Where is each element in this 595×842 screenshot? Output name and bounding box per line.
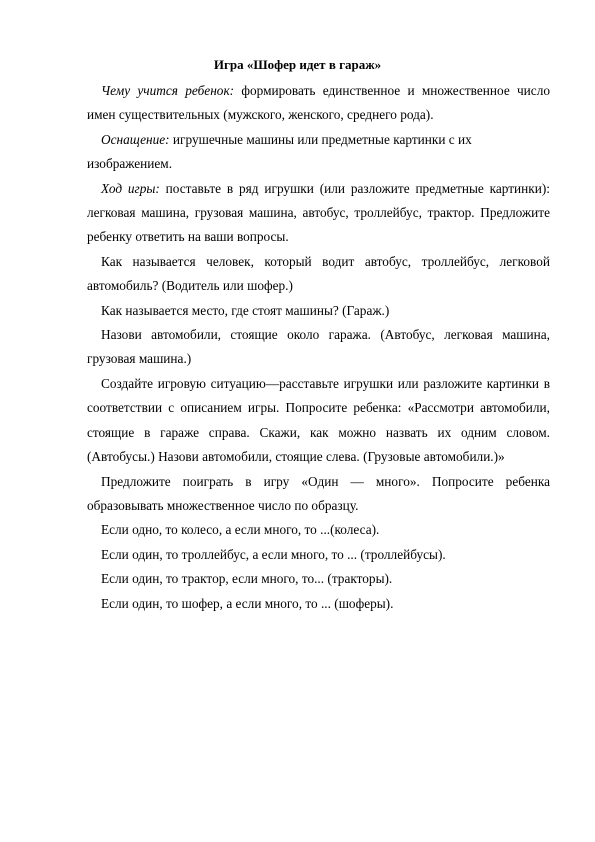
paragraph-name-cars: Назови автомобили, стоящие около гаража. (Автобус, легковая машина, грузовая машина.) bbox=[87, 327, 550, 367]
page-title: Игра «Шофер идет в гараж» bbox=[213, 57, 382, 72]
paragraph-example-wheel: Если одно, то колесо, а если много, то ...(колеса). bbox=[101, 522, 380, 538]
paragraph-label: Чему учится ребенок: bbox=[101, 83, 235, 98]
paragraph-question-garage: Как называется место, где стоят машины? (Гараж.) bbox=[101, 302, 390, 318]
paragraph-example-driver: Если один, то шофер, а если много, то ... (шоферы). bbox=[101, 595, 394, 611]
document-body bbox=[87, 79, 550, 616]
paragraph-equipment bbox=[87, 128, 550, 177]
paragraph-question-driver: Как называется человек, который водит автобус, троллейбус, легковой автомобиль? (Водитель или шофер.) bbox=[87, 253, 550, 294]
paragraph-text: игрушечные машины или предметные картинки с их изображением. bbox=[87, 131, 472, 172]
paragraph-example-tractor: Если один, то трактор, если много, то... (тракторы). bbox=[101, 571, 393, 587]
paragraph-learning-goal bbox=[87, 79, 550, 128]
paragraph-game-situation: Создайте игровую ситуацию—расставьте игрушки или разложите картинки в соответствии с описанием игры. Попросите ребенка: «Рассмотри автомобили, стоящие в гараже справа. Скажи, как можно назвать их одним словом. (Автобусы.) Назови автомобили, стоящие слева. (Грузовые автомобили.)» bbox=[87, 375, 550, 465]
paragraph-game-procedure bbox=[87, 177, 550, 250]
paragraph-one-many-game: Предложите поиграть в игру «Один — много». Попросите ребенка образовывать множественное число по образцу. bbox=[87, 473, 550, 513]
paragraph-text: поставьте в ряд игрушки (или разложите предметные картинки): легковая машина, грузовая машина, автобус, троллейбус, трактор. Предложите ребенку ответить на ваши вопросы. bbox=[87, 180, 550, 245]
paragraph-example-trolleybus: Если один, то троллейбус, а если много, то ... (троллейбусы). bbox=[101, 546, 446, 562]
paragraph-label: Оснащение: bbox=[101, 131, 170, 147]
paragraph-label: Ход игры: bbox=[101, 180, 160, 196]
paragraph-text: формировать единственное и множественное число имен существительных (мужского, женского, среднего рода). bbox=[87, 83, 550, 123]
